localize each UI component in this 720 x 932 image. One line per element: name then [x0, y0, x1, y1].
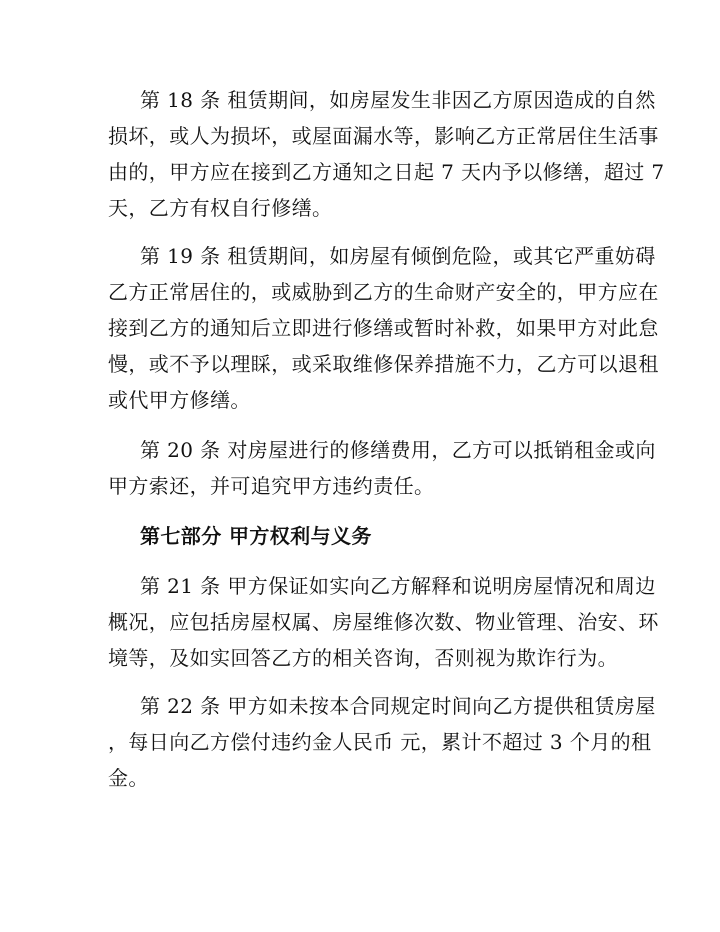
article-22-paragraph	[108, 688, 656, 796]
text-line: 第 18 条 租赁期间，如房屋发生非因乙方原因造成的自然	[140, 88, 656, 112]
article-21-paragraph	[108, 568, 659, 676]
text-line: 甲方索还，并可追究甲方违约责任。	[108, 474, 435, 498]
text-line: 由的，甲方应在接到乙方通知之日起 7 天内予以修缮，超过 7	[108, 160, 665, 184]
text-line: 损坏，或人为损坏，或屋面漏水等，影响乙方正常居住生活事	[108, 124, 659, 148]
text-line: 概况，应包括房屋权属、房屋维修次数、物业管理、治安、环	[108, 610, 659, 634]
text-line: 接到乙方的通知后立即进行修缮或暂时补救，如果甲方对此怠	[108, 316, 659, 340]
text-line: 第 20 条 对房屋进行的修缮费用，乙方可以抵销租金或向	[140, 438, 656, 462]
text-line: ，每日向乙方偿付违约金人民币 元，累计不超过 3 个月的租	[108, 730, 652, 754]
text-line: 或代甲方修缮。	[108, 388, 251, 412]
section-heading: 第七部分 甲方权利与义务	[140, 524, 372, 548]
text-line: 慢，或不予以理睬，或采取维修保养措施不力，乙方可以退租	[108, 352, 659, 376]
text-line: 金。	[108, 766, 149, 790]
article-20-paragraph	[108, 432, 656, 504]
text-line: 境等，及如实回答乙方的相关咨询，否则视为欺诈行为。	[108, 646, 618, 670]
text-line: 乙方正常居住的，或威胁到乙方的生命财产安全的，甲方应在	[108, 280, 659, 304]
text-line: 第 21 条 甲方保证如实向乙方解释和说明房屋情况和周边	[140, 574, 656, 598]
text-line: 第 22 条 甲方如未按本合同规定时间向乙方提供租赁房屋	[140, 694, 656, 718]
text-line: 第 19 条 租赁期间，如房屋有倾倒危险，或其它严重妨碍	[140, 244, 656, 268]
article-19-paragraph	[108, 238, 659, 418]
article-18-paragraph	[108, 82, 665, 226]
text-line: 天，乙方有权自行修缮。	[108, 196, 333, 220]
